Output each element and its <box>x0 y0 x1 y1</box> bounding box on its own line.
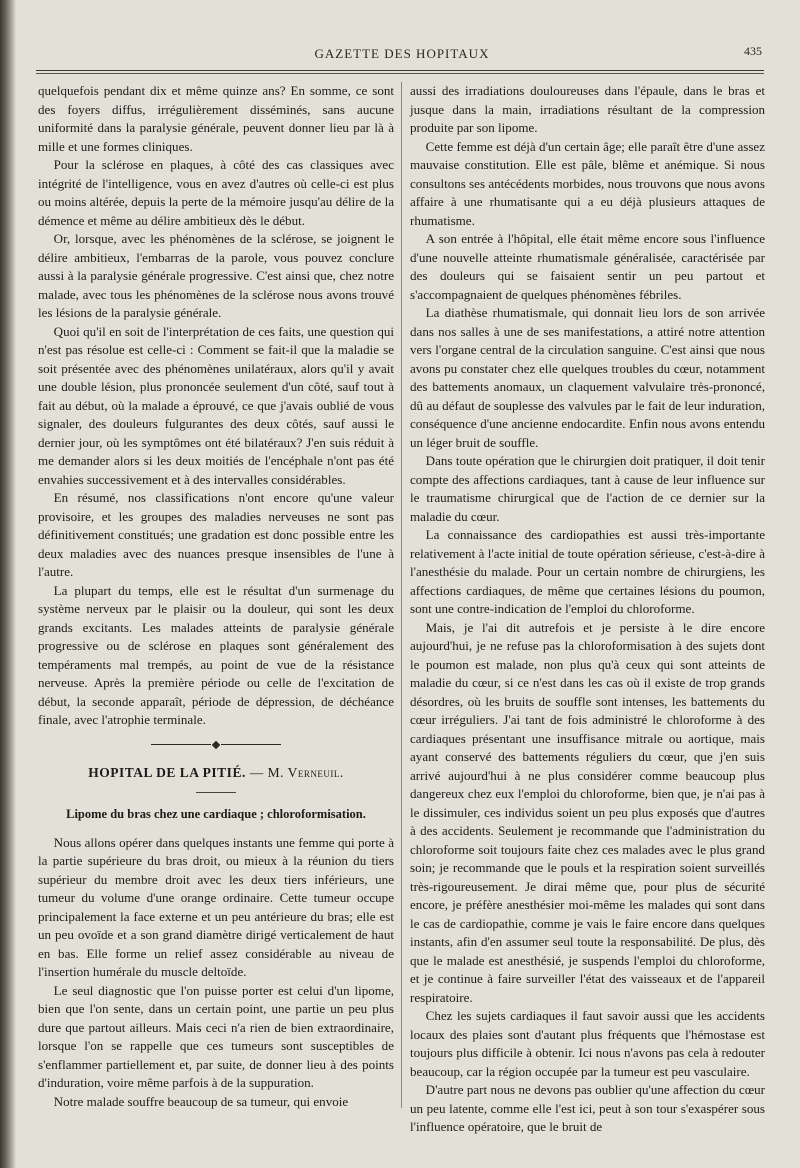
page-binding-shadow <box>0 0 16 1168</box>
paragraph: aussi des irradiations douloureuses dans l'épaule, dans le bras et jusque dans la main, irradiations résultant de la compression produite par son lipome. <box>410 83 765 135</box>
surgeon-name: — M. Verneuil. <box>249 764 344 780</box>
paragraph: Dans toute opération que le chirurgien doit pratiquer, il doit tenir compte des affections cardiaques, tant à cause de leur influence sur le traumatisme chirurgical que de l'action de ce dernier sur la maladie du cœur. <box>410 453 765 524</box>
paragraph: Le seul diagnostic que l'on puisse porter est celui d'un lipome, bien que l'on sente, dans un certain point, une partie un peu plus dure que partout ailleurs. Mais ceci n'a rien de bien extraordinaire, lorsque l'on se rappelle que ces tumeurs sont susceptibles de s'enflammer partiellement et, par suite, de donner lieu à des points d'induration, voire même parfois à de la suppuration. <box>38 982 394 1090</box>
page-number: 435 <box>744 44 762 58</box>
paragraph: Mais, je l'ai dit autrefois et je persiste à le dire encore aujourd'hui, je ne refuse pas la chloroformisation à des sujets dont le poumon est malade, non plus qu'à ceux qui sont atteints de maladie du cœur, si ce n'est dans les cas où il existe de trop grands désordres, où les bruits de souffle sont intenses, les battements du cœur irréguliers. J'ai tant de fois administré le chloroforme à des cardiaques présentant une insuffisance mitrale ou aortique, mais ayant conservé des battements réguliers du cœur, que j'en suis arrivé aujourd'hui à ne plus considérer comme beaucoup plus dangereux chez eux l'emploi du chloroforme, bien que, je n'ai pas à le dissimuler, ces individus soient un peu plus exposés que d'autres à des accidents. Seulement je recommande que l'administration du chloroforme soit toujours faite chez ces malades avec le plus grand soin; je recommande que le pouls et la respiration soient surveillés très-rigoureusement. Je dirai même que, pour plus de sécurité encore, je préfère anesthésier moi-même les malades qui sont dans le cas de cardiopathie, comme je vais le faire encore dans quelques instants, afin d'en assumer seul toute la responsabilité. De plus, dès que le malade est anesthésié, je suspends l'emploi du chloroforme, et je continue à faire surveiller l'état des vaisseaux et de l'appareil respiratoire. <box>410 619 765 1005</box>
article-subtitle: Lipome du bras chez une cardiaque ; chloroformisation. <box>66 807 366 821</box>
hospital-name: HOPITAL DE LA PITIÉ. <box>88 764 246 780</box>
paragraph: quelquefois pendant dix et même quinze ans? En somme, ce sont des foyers diffus, irrégulièrement disséminés, sans aucune uniformité dans la paralysie générale, peuvent donner lieu par là à mille et une formes cliniques. <box>38 83 394 154</box>
paragraph: La diathèse rhumatismale, qui donnait lieu lors de son arrivée dans nos salles à une de ses manifestations, a attiré notre attention vers l'organe central de la circulation sanguine. C'est ainsi que nous avons pu constater chez elle quelques troubles du cœur, notamment des battements anomaux, un claquement valvulaire très-prononcé, dû au défaut de souplesse des valvules par le fait de leur induration, conséquence d'une ancienne endocardite. Enfin nous avons entendu un léger bruit de souffle. <box>410 305 765 450</box>
page-header <box>36 38 768 68</box>
paragraph: Quoi qu'il en soit de l'interprétation de ces faits, une question qui n'est pas résolue est celle-ci : Comment se fait-il que la maladie se soit présentée avec des phénomènes unilatéraux, alors qu'il y avait une double lésion, plus prononcée seulement d'un côté, sauf tout à fait au début, où la malade a éprouvé, ce que j'avais oublié de vous signaler, des douleurs fulgurantes des deux côtés, sauf aussi le dernier jour, où les symptômes ont été bilatéraux? J'en suis réduit à me demander alors si les deux moitiés de l'encéphale n'ont pas été envahies successivement et à des intervalles considérables. <box>38 323 394 487</box>
paragraph: A son entrée à l'hôpital, elle était même encore sous l'influence d'une nouvelle atteinte rhumatismale généralisée, caractérisée par des douleurs qui se faisaient sentir un peu partout et s'accompagnaient de quelques phénomènes fébriles. <box>410 231 765 302</box>
short-divider <box>196 792 236 793</box>
right-column <box>410 82 765 1137</box>
paragraph: En résumé, nos classifications n'ont encore qu'une valeur provisoire, et les groupes des maladies nerveuses ne sont pas définitivement constitués; une gradation est donc possible entre les deux maladies avec des nuances presque insensibles de l'une à l'autre. <box>38 490 394 579</box>
paragraph: Notre malade souffre beaucoup de sa tumeur, qui envoie <box>53 1093 349 1109</box>
paragraph: La plupart du temps, elle est le résultat d'un surmenage du système nerveux par le plaisir ou la douleur, qui sont les deux grands excitants. Les malades atteints de paralysie générale progressive ou de sclérose en plaques sont généralement des tempéraments mal trempés, au point de vue de la résistance nerveuse. Après la première période ou celle de l'excitation de début, la seconde apparaît, période de dépression, de déchéance finale, avec l'atrophie terminale. <box>38 582 394 727</box>
section-divider-ornament <box>38 740 394 750</box>
paragraph: La connaissance des cardiopathies est aussi très-importante relativement à l'acte initial de toute opération sérieuse, c'est-à-dire à l'anesthésie du malade. Pour un certain nombre de chirurgiens, les affections cardiaques, de même que certaines lésions du poumon, sont une contre-indication de l'emploi du chloroforme. <box>410 527 765 616</box>
header-rule <box>36 70 764 74</box>
paragraph: Pour la sclérose en plaques, à côté des cas classiques avec intégrité de l'intelligence, vous en avez d'autres où celle-ci est plus ou moins altérée, depuis la perte de la mémoire jusqu'au délire de la démence et même au délire ambitieux dès le début. <box>38 157 394 228</box>
column-separator <box>401 82 402 1108</box>
paragraph: D'autre part nous ne devons pas oublier qu'une affection du cœur un peu latente, comme elle l'est ici, peut à son tour s'exaspérer sous l'influence opératoire, que le bruit de <box>410 1082 765 1134</box>
paragraph: Nous allons opérer dans quelques instants une femme qui porte à la partie supérieure du bras droit, ou mieux à la réunion du tiers supérieur du membre droit avec les deux tiers inférieurs, une tumeur du volume d'une orange ordinaire. Cette tumeur occupe principalement la face externe et un peu antérieure du bras; elle est un peu ovoïde et a son grand diamètre dirigé verticalement de haut en bas. Elle forme un relief assez considérable au niveau de l'insertion humérale du muscle deltoïde. <box>38 834 394 979</box>
left-column <box>38 82 394 1111</box>
paragraph: Chez les sujets cardiaques il faut savoir aussi que les accidents locaux des plaies sont d'autant plus fréquents que l'hémostase est toujours plus difficile à obtenir. Ici nous n'avons pas cela à redouter beaucoup, car la région occupée par la tumeur est peu vasculaire. <box>410 1008 765 1079</box>
paragraph: Cette femme est déjà d'un certain âge; elle paraît être d'une assez mauvaise constitution. Elle est pâle, blême et anémique. Si nous consultons ses antécédents morbides, nous trouvons que nous avons affaire à une rhumatisante qui a eu déjà plusieurs attaques de rhumatisme. <box>410 138 765 228</box>
section-heading <box>38 764 394 783</box>
paragraph: Or, lorsque, avec les phénomènes de la sclérose, se joignent le délire ambitieux, l'embarras de la parole, vous pouvez conclure aussi à la paralysie générale progressive. C'est ainsi que, chez notre malade, avec tous les phénomènes de la sclérose nous avons trouvé les lésions de la paralysie générale. <box>38 231 394 320</box>
running-title: GAZETTE DES HOPITAUX <box>314 46 490 61</box>
